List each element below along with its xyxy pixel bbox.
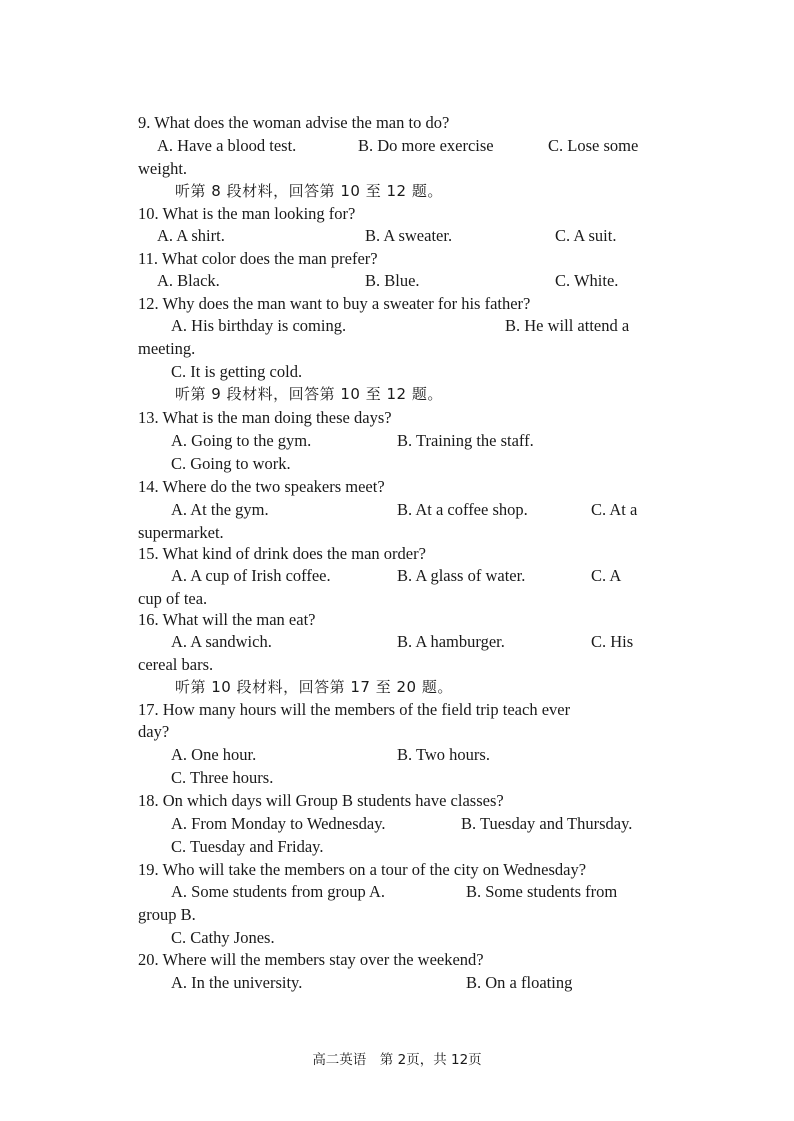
question-10-stem: 10. What is the man looking for? bbox=[138, 204, 356, 223]
option-c: C. Cathy Jones. bbox=[171, 928, 275, 947]
option-c: C. Going to work. bbox=[171, 454, 291, 473]
option-a: A. A sandwich. bbox=[171, 632, 272, 651]
option-b: B. Blue. bbox=[365, 271, 420, 290]
option-a: A. His birthday is coming. bbox=[171, 316, 347, 335]
option-a: A. A cup of Irish coffee. bbox=[171, 566, 331, 585]
page-footer: 高二英语 第 2页，共 12页 bbox=[312, 1052, 482, 1068]
option-c: C. A suit. bbox=[555, 226, 617, 245]
section-header-8: 听第 8 段材料，回答第 10 至 12 题。 bbox=[175, 182, 443, 200]
question-15-stem: 15. What kind of drink does the man order? bbox=[138, 544, 426, 563]
option-b: B. On a floating bbox=[466, 973, 573, 992]
option-b: B. A hamburger. bbox=[397, 632, 505, 651]
option-c: C. Tuesday and Friday. bbox=[171, 837, 324, 856]
option-c: C. At a bbox=[591, 500, 638, 519]
option-b: B. Some students from bbox=[466, 882, 618, 901]
question-19-stem: 19. Who will take the members on a tour of the city on Wednesday? bbox=[138, 860, 587, 879]
question-17-stem-continued: day? bbox=[138, 722, 170, 741]
option-c: C. Three hours. bbox=[171, 768, 274, 787]
section-header-9: 听第 9 段材料，回答第 10 至 12 题。 bbox=[175, 385, 443, 403]
option-a: A. Have a blood test. bbox=[157, 136, 297, 155]
question-13-stem: 13. What is the man doing these days? bbox=[138, 408, 392, 427]
option-c-continued: weight. bbox=[138, 159, 188, 178]
option-a: A. Going to the gym. bbox=[171, 431, 312, 450]
question-9-stem: 9. What does the woman advise the man to do? bbox=[138, 113, 450, 132]
option-c: C. It is getting cold. bbox=[171, 362, 303, 381]
option-b: B. He will attend a bbox=[505, 316, 630, 335]
option-b-continued: meeting. bbox=[138, 339, 196, 358]
option-b-continued: group B. bbox=[138, 905, 196, 924]
option-b: B. Tuesday and Thursday. bbox=[461, 814, 633, 833]
option-c: C. Lose some bbox=[548, 136, 639, 155]
question-18-stem: 18. On which days will Group B students have classes? bbox=[138, 791, 504, 810]
option-c: C. A bbox=[591, 566, 622, 585]
option-b: B. A glass of water. bbox=[397, 566, 526, 585]
question-17-stem: 17. How many hours will the members of the field trip teach ever bbox=[138, 700, 571, 719]
question-12-stem: 12. Why does the man want to buy a sweater for his father? bbox=[138, 294, 531, 313]
option-c: C. His bbox=[591, 632, 634, 651]
question-16-stem: 16. What will the man eat? bbox=[138, 610, 316, 629]
option-b: B. A sweater. bbox=[365, 226, 453, 245]
option-a: A. A shirt. bbox=[157, 226, 225, 245]
section-header-10: 听第 10 段材料，回答第 17 至 20 题。 bbox=[175, 678, 453, 696]
option-a: A. Some students from group A. bbox=[171, 882, 386, 901]
option-a: A. One hour. bbox=[171, 745, 257, 764]
option-b: B. At a coffee shop. bbox=[397, 500, 528, 519]
question-20-stem: 20. Where will the members stay over the weekend? bbox=[138, 950, 484, 969]
option-b: B. Do more exercise bbox=[358, 136, 494, 155]
option-a: A. Black. bbox=[157, 271, 220, 290]
question-14-stem: 14. Where do the two speakers meet? bbox=[138, 477, 385, 496]
question-11-stem: 11. What color does the man prefer? bbox=[138, 249, 378, 268]
option-b: B. Training the staff. bbox=[397, 431, 534, 450]
option-c-continued: cereal bars. bbox=[138, 655, 214, 674]
option-c-continued: cup of tea. bbox=[138, 589, 208, 608]
option-a: A. At the gym. bbox=[171, 500, 269, 519]
option-c: C. White. bbox=[555, 271, 619, 290]
option-c-continued: supermarket. bbox=[138, 523, 224, 542]
option-a: A. From Monday to Wednesday. bbox=[171, 814, 386, 833]
option-b: B. Two hours. bbox=[397, 745, 490, 764]
option-a: A. In the university. bbox=[171, 973, 303, 992]
